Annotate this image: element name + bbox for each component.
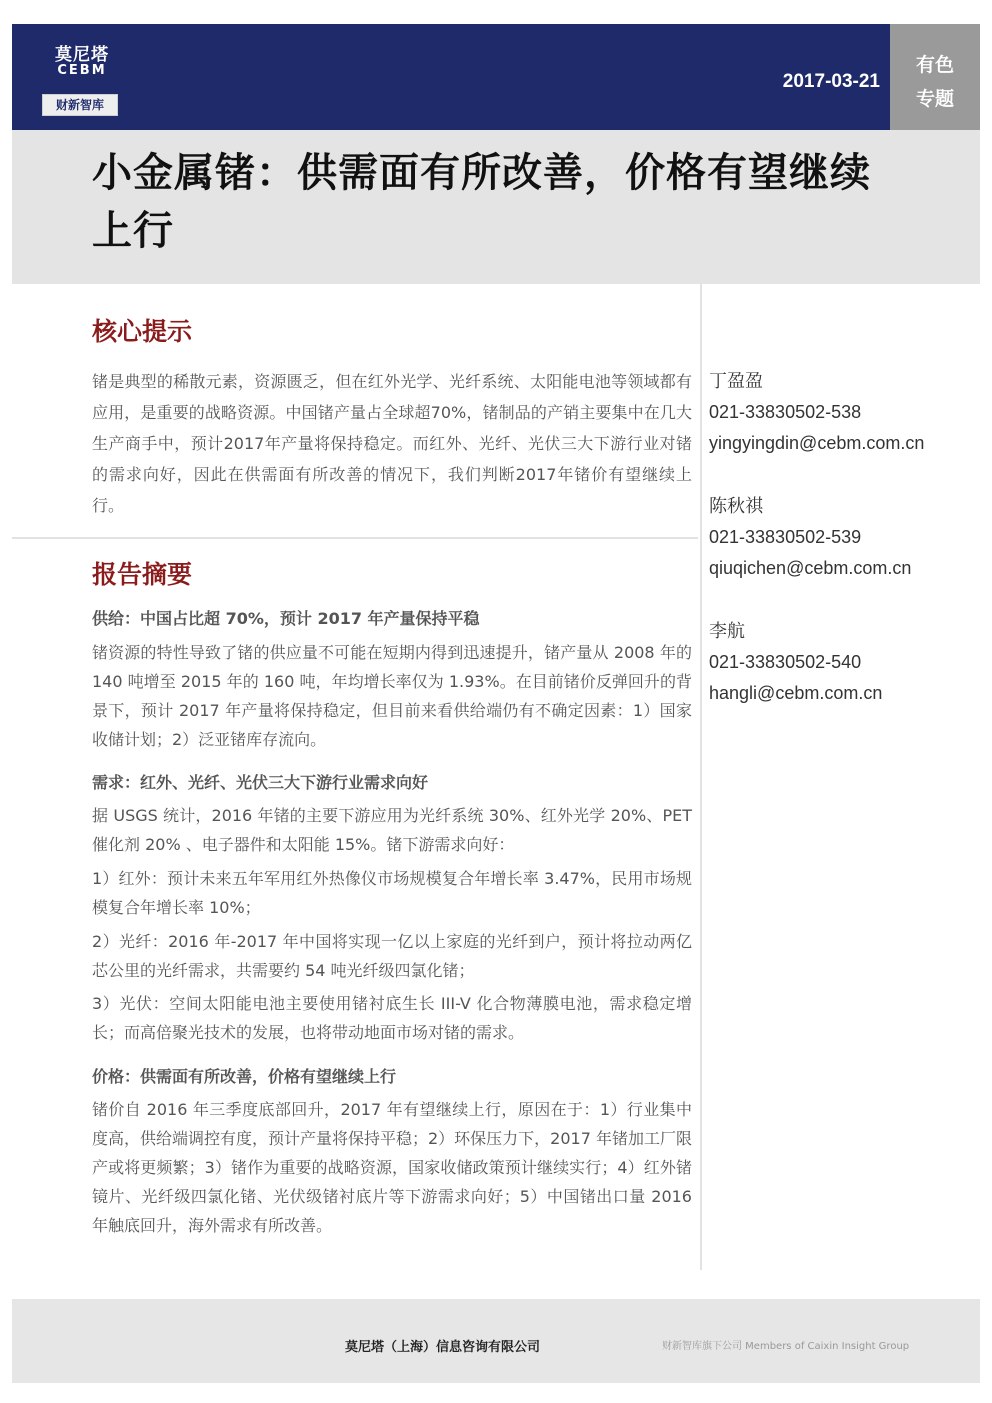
demand-solar: 3）光伏：空间太阳能电池主要使用锗衬底生长 III-V 化合物薄膜电池，需求稳定增长；而高倍聚光技术的发展，也将带动地面市场对锗的需求。 — [92, 994, 692, 1042]
footer-company: 莫尼塔（上海）信息咨询有限公司 — [345, 1340, 541, 1355]
demand-fiber: 2）光纤：2016 年-2017 年中国将实现一亿以上家庭的光纤到户，预计将拉动两亿芯公里的光纤需求，共需要约 54 吨光纤级四氯化锗； — [92, 932, 692, 980]
analyst-phone: 021-33830502-540 — [709, 652, 862, 672]
analyst-list — [709, 366, 924, 741]
analyst-3 — [709, 616, 924, 709]
category-line1: 有色 — [915, 54, 954, 76]
analyst-email[interactable]: qiuqichen@cebm.com.cn — [709, 558, 912, 578]
price-heading: 价格：供需面有所改善，价格有望继续上行 — [92, 1067, 397, 1086]
category-line2: 专题 — [915, 88, 954, 110]
footer-note: 财新智库旗下公司 Members of Caixin Insight Group — [662, 1341, 910, 1352]
logo-cn: 莫尼塔 — [55, 45, 109, 65]
analyst-name: 李航 — [709, 621, 745, 641]
core-text: 锗是典型的稀散元素，资源匮乏，但在红外光学、光纤系统、太阳能电池等领域都有应用，是重要的战略资源。中国锗产量占全球超70%，锗制品的产销主要集中在几大生产商手中，预计2017年产量将保持稳定。而红外、光纤、光伏三大下游行业对锗的需求向好，因此在供需面有所改善的情况下，我们判断2017年锗价有望继续上行。 — [92, 372, 692, 515]
cebm-logo — [42, 46, 122, 78]
column-divider — [700, 284, 702, 1270]
report-date: 2017-03-21 — [782, 71, 880, 92]
header-bar — [12, 24, 890, 130]
analyst-email[interactable]: yingyingdin@cebm.com.cn — [709, 433, 925, 453]
price-text: 锗价自 2016 年三季度底部回升，2017 年有望继续上行，原因在于：1）行业集中度高，供给端调控有度，预计产量将保持平稳；2）环保压力下，2017 年锗加工厂限产或将更频繁；3）锗作为重要的战略资源，国家收储政策预计继续实行；4）红外锗镜片、光纤级四氯化锗、光伏级锗衬底片等下游需求向好；5）中国锗出口量 2016 年触底回升，海外需求有所改善。 — [92, 1100, 692, 1235]
demand-infrared: 1）红外：预计未来五年军用红外热像仪市场规模复合年增长率 3.47%，民用市场规模复合年增长率 10%； — [92, 869, 692, 917]
caixin-logo: 财新智库 — [42, 94, 118, 116]
demand-text: 据 USGS 统计，2016 年锗的主要下游应用为光纤系统 30%、红外光学 20%、PET 催化剂 20% 、电子器件和太阳能 15%。锗下游需求向好： — [92, 806, 692, 854]
demand-heading: 需求：红外、光纤、光伏三大下游行业需求向好 — [92, 773, 429, 792]
analyst-phone: 021-33830502-539 — [709, 527, 862, 547]
analyst-email[interactable]: hangli@cebm.com.cn — [709, 683, 883, 703]
category-badge — [890, 24, 980, 130]
title-band — [12, 130, 980, 284]
analyst-1 — [709, 366, 924, 459]
section-divider — [12, 537, 698, 539]
supply-text: 锗资源的特性导致了锗的供应量不可能在短期内得到迅速提升，锗产量从 2008 年的 140 吨增至 2015 年的 160 吨，年均增长率仅为 1.93%。在目前锗价反弹回升的背景下，预计 2017 年产量将保持稳定，但目前来看供给端仍有不确定因素：1）国家收储计划；2）泛亚锗库存流向。 — [92, 643, 692, 749]
core-heading: 核心提示 — [92, 317, 193, 346]
report-title: 小金属锗：供需面有所改善，价格有望继续上行 — [92, 150, 871, 254]
logo-en: CEBM — [57, 63, 107, 78]
summary-heading: 报告摘要 — [92, 560, 193, 589]
core-summary — [92, 366, 692, 521]
analyst-name: 陈秋祺 — [709, 496, 763, 516]
analyst-phone: 021-33830502-538 — [709, 402, 862, 422]
analyst-name: 丁盈盈 — [709, 371, 763, 391]
analyst-2 — [709, 491, 924, 584]
footer — [12, 1299, 980, 1383]
supply-heading: 供给：中国占比超 70%，预计 2017 年产量保持平稳 — [92, 609, 480, 628]
